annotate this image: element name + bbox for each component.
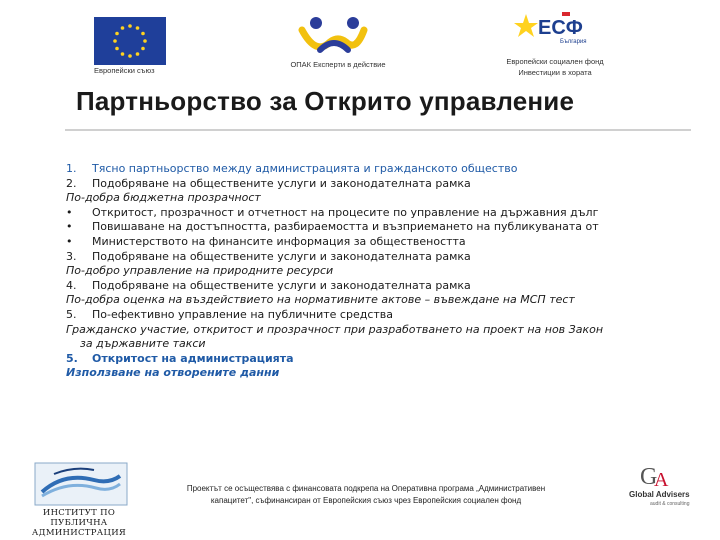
eu-star [113, 39, 117, 43]
list-item-text: Тясно партньорство между администрацията и гражданското общество [92, 162, 518, 175]
list-item-text: По-ефективно управление на публичните средства [92, 307, 394, 321]
eu-star [141, 32, 145, 36]
opak-caption: ОПАК Експерти в действие [290, 60, 386, 69]
eu-flag-logo [94, 17, 166, 65]
list-item [66, 279, 692, 294]
list-item-text: По-добра оценка на въздействието на нормативните актове – въвеждане на МСП тест [66, 293, 575, 307]
esf-caption-line2: Инвестиции в хората [518, 68, 592, 77]
list-marker: 5. [66, 351, 78, 365]
list-marker: • [66, 205, 73, 219]
eu-star [121, 52, 125, 56]
list-item [66, 323, 692, 338]
list-item-text: Министерството на финансите информация за обществеността [92, 234, 466, 248]
list-marker: 1. [66, 162, 77, 175]
content-list [66, 162, 692, 381]
ga-tagline: audit & consulting [650, 501, 690, 507]
esf-country: България [560, 39, 587, 45]
eu-star [136, 52, 140, 56]
list-item-text: По-добро управление на природните ресурси [66, 264, 334, 278]
list-marker: 4. [66, 278, 77, 292]
list-item [66, 235, 692, 250]
list-item [66, 293, 692, 308]
eu-caption: Европейски съюз [94, 66, 155, 75]
page-title: Партньорство за Открито управление [76, 86, 575, 116]
list-item [66, 308, 692, 323]
global-advisers-logo [628, 460, 690, 508]
list-item-text: Подобряване на обществените услуги и законодателната рамка [92, 249, 471, 263]
eu-star [115, 47, 119, 51]
eu-star [128, 24, 132, 28]
list-item [66, 220, 692, 235]
svg-text:A: A [654, 469, 669, 491]
list-item-text: Откритост на администрацията [92, 351, 294, 365]
list-marker: 5. [66, 307, 77, 321]
list-item-text: Гражданско участие, откритост и прозрачност при разработването на проект на нов Закон [66, 322, 604, 336]
list-item [66, 352, 692, 367]
footer-note [168, 483, 564, 507]
ipa-caption-line2: АДМИНИСТРАЦИЯ [31, 528, 127, 538]
esf-caption [495, 56, 615, 78]
list-marker: 2. [66, 176, 77, 190]
footer-note-line1: Проектът се осъществява с финансовата подкрепа на Оперативна програма „Административен [186, 484, 546, 493]
list-marker: • [66, 234, 73, 248]
list-item-text: Откритост, прозрачност и отчетност на процесите по управление на държавния дълг [92, 205, 599, 219]
eu-star [115, 32, 119, 36]
eu-star [136, 26, 140, 30]
list-item [66, 191, 692, 206]
footer-note-line2: капацитет", съфинансиран от Европейския съюз чрез Европейския социален фонд [210, 496, 522, 505]
list-item-text: Подобряване на обществените услуги и законодателната рамка [92, 278, 471, 292]
list-item-text: за държавните такси [80, 337, 206, 351]
ipa-logo [34, 462, 128, 506]
list-item [66, 177, 692, 192]
esf-logo-text: ЕСФ [538, 17, 583, 39]
opak-logo [298, 14, 368, 58]
list-item-text: Използване на отворените данни [66, 366, 280, 380]
list-item [66, 162, 692, 177]
eu-star [141, 47, 145, 51]
ga-name: Global Advisers [629, 490, 690, 499]
list-item [66, 250, 692, 265]
list-marker: • [66, 220, 73, 234]
list-item-text: Повишаване на достъпността, разбираемостта и възприемането на публикуваната от [92, 220, 599, 234]
eu-star [121, 26, 125, 30]
ipa-caption-line1: ИНСТИТУТ ПО ПУБЛИЧНА [42, 508, 116, 528]
esf-caption-line1: Европейски социален фонд [506, 57, 604, 66]
eu-star [143, 39, 147, 43]
esf-logo [512, 10, 592, 52]
list-item [66, 206, 692, 221]
eu-star [128, 54, 132, 58]
list-item [66, 366, 692, 381]
svg-text:G: G [640, 464, 658, 490]
list-item-text: Подобряване на обществените услуги и законодателната рамка [92, 176, 471, 190]
list-item [66, 264, 692, 279]
list-item [66, 337, 692, 352]
ipa-caption [16, 508, 142, 538]
list-marker: 3. [66, 249, 77, 263]
list-item-text: По-добра бюджетна прозрачност [66, 191, 261, 205]
title-divider [65, 129, 691, 131]
